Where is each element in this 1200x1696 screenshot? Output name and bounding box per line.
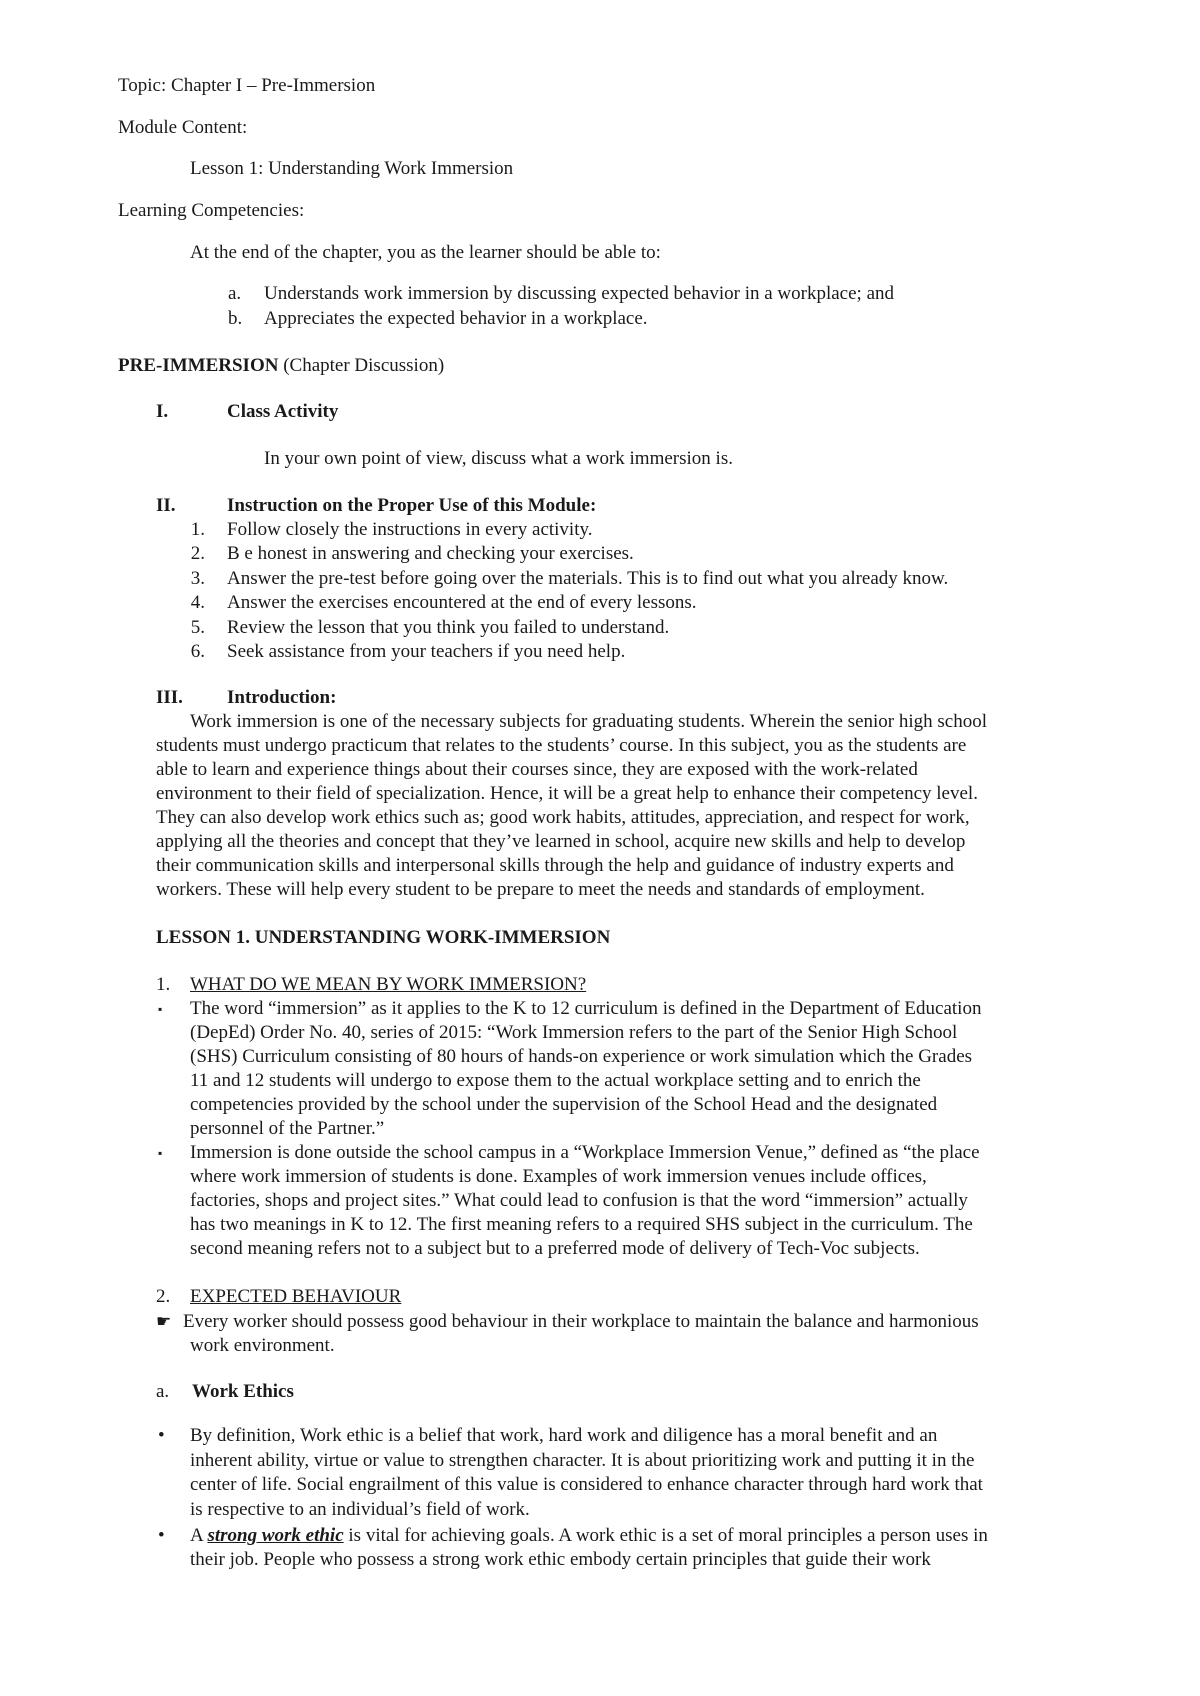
- paragraph-line: workers. These will help every student to be prepare to meet the needs and standards of employment.: [156, 879, 925, 900]
- paragraph-line: (DepEd) Order No. 40, series of 2015: “Work Immersion refers to the part of the Senior High School: [190, 1022, 958, 1043]
- emphasis-text: strong work ethic: [207, 1525, 344, 1546]
- paragraph-line: factories, shops and project sites.” What could lead to confusion is that the word “immersion” actually: [190, 1190, 968, 1211]
- paragraph-line: [190, 1524, 988, 1548]
- paragraph-line: applying all the theories and concept that they’ve learned in school, acquire new skills and help to develop: [156, 831, 966, 852]
- heading-bold: PRE-IMMERSION: [118, 355, 279, 376]
- paragraph-line: inherent ability, virtue or value to strengthen character. It is about prioritizing work and putting it in the: [190, 1450, 975, 1471]
- list-marker: 4.: [190, 592, 205, 613]
- list-marker: 2.: [156, 1286, 171, 1307]
- paragraph-line: (SHS) Curriculum consisting of 80 hours of hands-on experience or work simulation which the Grades: [190, 1046, 973, 1067]
- paragraph-line: students must undergo practicum that relates to the students’ course. In this subject, you as the students are: [156, 735, 967, 756]
- list-item: Understands work immersion by discussing expected behavior in a workplace; and: [264, 283, 895, 304]
- list-marker: a.: [156, 1381, 170, 1402]
- lesson-line: Lesson 1: Understanding Work Immersion: [190, 158, 514, 179]
- text-span: is vital for achieving goals. A work ethic is a set of moral principles a person uses in: [343, 1525, 988, 1546]
- paragraph-line: work environment.: [190, 1335, 335, 1356]
- list-item: Answer the pre-test before going over the materials. This is to find out what you already know.: [227, 568, 949, 589]
- lesson-heading: LESSON 1. UNDERSTANDING WORK-IMMERSION: [156, 927, 611, 948]
- section-numeral: III.: [156, 687, 183, 708]
- paragraph-line: Every worker should possess good behaviour in their workplace to maintain the balance and harmonious: [183, 1311, 979, 1332]
- list-marker: 2.: [190, 543, 205, 564]
- module-content-label: Module Content:: [118, 117, 248, 138]
- paragraph-line: able to learn and experience things about their courses since, they are exposed with the work-related: [156, 759, 918, 780]
- list-item: Answer the exercises encountered at the end of every lessons.: [227, 592, 697, 613]
- paragraph-line: environment to their field of specialization. Hence, it will be a great help to enhance their competency level.: [156, 783, 978, 804]
- topic-line: Topic: Chapter I – Pre-Immersion: [118, 75, 376, 96]
- list-marker: 5.: [190, 617, 205, 638]
- subsection-title: EXPECTED BEHAVIOUR: [190, 1286, 402, 1307]
- list-item: Seek assistance from your teachers if you need help.: [227, 641, 626, 662]
- paragraph-line: By definition, Work ethic is a belief that work, hard work and diligence has a moral benefit and an: [190, 1425, 938, 1446]
- list-item: Appreciates the expected behavior in a workplace.: [264, 308, 648, 329]
- competencies-intro: At the end of the chapter, you as the learner should be able to:: [190, 242, 661, 263]
- pointing-hand-icon: ☛: [156, 1312, 172, 1332]
- paragraph-line: personnel of the Partner.”: [190, 1118, 385, 1139]
- paragraph-line: The word “immersion” as it applies to the K to 12 curriculum is defined in the Department of Education: [190, 998, 982, 1019]
- paragraph-line: center of life. Social engrailment of this value is considered to enhance character through hard work that: [190, 1474, 983, 1495]
- bullet-icon: •: [158, 1425, 165, 1446]
- subsection-title: Work Ethics: [192, 1381, 294, 1402]
- section-title: Introduction:: [227, 687, 337, 708]
- paragraph-line: Work immersion is one of the necessary subjects for graduating students. Wherein the senior high school: [190, 711, 987, 732]
- bullet-icon: •: [158, 1525, 165, 1546]
- paragraph-line: competencies provided by the school under the supervision of the School Head and the designated: [190, 1094, 938, 1115]
- paragraph-line: has two meanings in K to 12. The first meaning refers to a required SHS subject in the curriculum. The: [190, 1214, 973, 1235]
- competencies-label: Learning Competencies:: [118, 200, 305, 221]
- bullet-icon: ▪: [158, 1002, 163, 1016]
- paragraph-line: is respective to an individual’s field of work.: [190, 1499, 530, 1520]
- section-body: In your own point of view, discuss what a work immersion is.: [264, 448, 733, 469]
- pre-immersion-heading: [118, 354, 444, 378]
- subsection-title: WHAT DO WE MEAN BY WORK IMMERSION?: [190, 974, 587, 995]
- paragraph-line: Immersion is done outside the school campus in a “Workplace Immersion Venue,” defined as “the place: [190, 1142, 980, 1163]
- section-numeral: II.: [156, 495, 176, 516]
- paragraph-line: their job. People who possess a strong work ethic embody certain principles that guide their work: [190, 1549, 931, 1570]
- text-span: A: [190, 1525, 208, 1546]
- list-marker: 1.: [190, 519, 205, 540]
- bullet-icon: ▪: [158, 1146, 163, 1160]
- paragraph-line: where work immersion of students is done. Examples of work immersion venues include offices,: [190, 1166, 927, 1187]
- paragraph-line: second meaning refers not to a subject but to a preferred mode of delivery of Tech-Voc subjects.: [190, 1238, 920, 1259]
- paragraph-line: their communication skills and interpersonal skills through the help and guidance of industry experts and: [156, 855, 954, 876]
- list-marker: b.: [228, 308, 243, 329]
- section-title: Class Activity: [227, 401, 339, 422]
- list-marker: a.: [228, 283, 242, 304]
- list-item: Review the lesson that you think you failed to understand.: [227, 617, 670, 638]
- paragraph-line: 11 and 12 students will undergo to expose them to the actual workplace setting and to enrich the: [190, 1070, 921, 1091]
- heading-rest: (Chapter Discussion): [278, 355, 445, 376]
- list-item: B e honest in answering and checking your exercises.: [227, 543, 634, 564]
- paragraph-line: They can also develop work ethics such as; good work habits, attitudes, appreciation, and respect for work,: [156, 807, 970, 828]
- list-marker: 3.: [190, 568, 205, 589]
- list-marker: 6.: [190, 641, 205, 662]
- list-marker: 1.: [156, 974, 171, 995]
- section-title: Instruction on the Proper Use of this Module:: [227, 495, 597, 516]
- list-item: Follow closely the instructions in every activity.: [227, 519, 593, 540]
- section-numeral: I.: [156, 401, 169, 422]
